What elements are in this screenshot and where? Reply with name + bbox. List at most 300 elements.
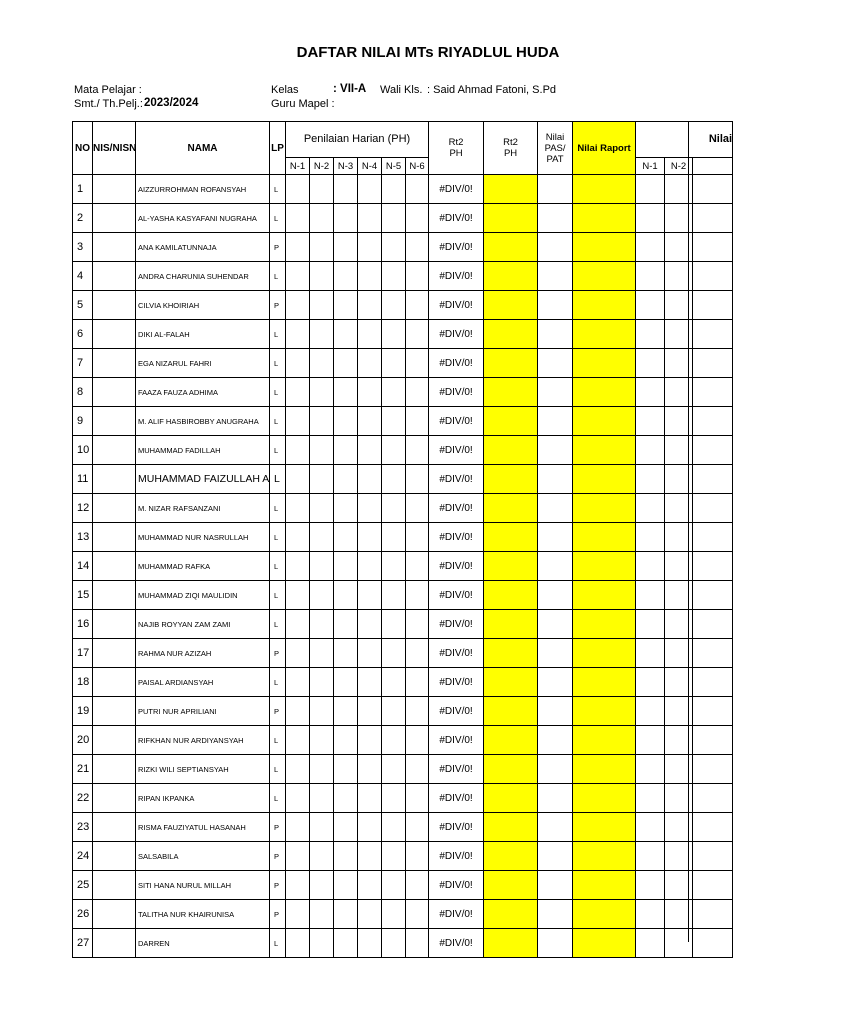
extra-cell[interactable] [693,581,733,610]
extra-n2-cell[interactable] [665,755,693,784]
nis-cell[interactable] [93,726,136,755]
gender-cell[interactable]: L [270,929,286,958]
ph-n3-cell[interactable] [334,233,358,262]
rt2-ph-cell[interactable]: #DIV/0! [429,204,484,233]
nilai-pas-cell[interactable] [538,552,573,581]
ph-n4-cell[interactable] [358,581,382,610]
nilai-pas-cell[interactable] [538,204,573,233]
student-no-cell[interactable]: 9 [73,407,93,436]
nilai-raport-cell[interactable] [573,291,636,320]
ph-n6-cell[interactable] [406,494,429,523]
rt2-ph-cell[interactable]: #DIV/0! [429,378,484,407]
ph-n2-cell[interactable] [310,494,334,523]
nilai-pas-cell[interactable] [538,349,573,378]
gender-cell[interactable]: P [270,639,286,668]
ph-n2-cell[interactable] [310,436,334,465]
rt2-ph-highlight-cell[interactable] [484,726,538,755]
student-no-cell[interactable]: 24 [73,842,93,871]
ph-n6-cell[interactable] [406,813,429,842]
extra-n1-cell[interactable] [636,204,665,233]
ph-n1-cell[interactable] [286,523,310,552]
ph-n1-cell[interactable] [286,668,310,697]
extra-cell[interactable] [693,784,733,813]
student-name-cell[interactable]: MUHAMMAD FADILLAH [136,436,270,465]
gender-cell[interactable]: L [270,378,286,407]
student-no-cell[interactable]: 21 [73,755,93,784]
ph-n2-cell[interactable] [310,610,334,639]
extra-n1-cell[interactable] [636,842,665,871]
ph-n5-cell[interactable] [382,871,406,900]
extra-cell[interactable] [693,320,733,349]
ph-n6-cell[interactable] [406,262,429,291]
student-name-cell[interactable]: RIFKHAN NUR ARDIYANSYAH [136,726,270,755]
extra-n2-cell[interactable] [665,204,693,233]
extra-cell[interactable] [693,668,733,697]
nilai-raport-cell[interactable] [573,349,636,378]
student-name-cell[interactable]: M. ALIF HASBIROBBY ANUGRAHA [136,407,270,436]
ph-n6-cell[interactable] [406,581,429,610]
student-no-cell[interactable]: 12 [73,494,93,523]
gender-cell[interactable]: L [270,494,286,523]
student-name-cell[interactable]: PAISAL ARDIANSYAH [136,668,270,697]
nis-cell[interactable] [93,581,136,610]
ph-n1-cell[interactable] [286,726,310,755]
extra-cell[interactable] [693,813,733,842]
student-no-cell[interactable]: 16 [73,610,93,639]
rt2-ph-cell[interactable]: #DIV/0! [429,233,484,262]
nis-cell[interactable] [93,871,136,900]
nilai-raport-cell[interactable] [573,378,636,407]
student-name-cell[interactable]: ANA KAMILATUNNAJA [136,233,270,262]
student-no-cell[interactable]: 17 [73,639,93,668]
rt2-ph-highlight-cell[interactable] [484,233,538,262]
ph-n2-cell[interactable] [310,349,334,378]
ph-n1-cell[interactable] [286,697,310,726]
extra-n1-cell[interactable] [636,871,665,900]
ph-n1-cell[interactable] [286,900,310,929]
ph-n1-cell[interactable] [286,378,310,407]
extra-n1-cell[interactable] [636,436,665,465]
ph-n2-cell[interactable] [310,929,334,958]
ph-n5-cell[interactable] [382,610,406,639]
ph-n6-cell[interactable] [406,291,429,320]
ph-n6-cell[interactable] [406,842,429,871]
ph-n3-cell[interactable] [334,697,358,726]
ph-n3-cell[interactable] [334,755,358,784]
nilai-pas-cell[interactable] [538,755,573,784]
student-no-cell[interactable]: 25 [73,871,93,900]
student-no-cell[interactable]: 22 [73,784,93,813]
extra-n2-cell[interactable] [665,610,693,639]
ph-n2-cell[interactable] [310,639,334,668]
ph-n1-cell[interactable] [286,204,310,233]
student-no-cell[interactable]: 13 [73,523,93,552]
rt2-ph-highlight-cell[interactable] [484,523,538,552]
ph-n1-cell[interactable] [286,552,310,581]
extra-cell[interactable] [693,291,733,320]
ph-n3-cell[interactable] [334,378,358,407]
ph-n4-cell[interactable] [358,523,382,552]
ph-n3-cell[interactable] [334,668,358,697]
ph-n5-cell[interactable] [382,291,406,320]
ph-n1-cell[interactable] [286,494,310,523]
extra-n1-cell[interactable] [636,262,665,291]
rt2-ph-cell[interactable]: #DIV/0! [429,523,484,552]
rt2-ph-highlight-cell[interactable] [484,813,538,842]
extra-n1-cell[interactable] [636,233,665,262]
ph-n5-cell[interactable] [382,262,406,291]
gender-cell[interactable]: P [270,233,286,262]
extra-n1-cell[interactable] [636,755,665,784]
ph-n3-cell[interactable] [334,465,358,494]
nilai-pas-cell[interactable] [538,726,573,755]
gender-cell[interactable]: L [270,784,286,813]
ph-n2-cell[interactable] [310,900,334,929]
ph-n3-cell[interactable] [334,407,358,436]
student-no-cell[interactable]: 15 [73,581,93,610]
student-name-cell[interactable]: RISMA FAUZIYATUL HASANAH [136,813,270,842]
ph-n3-cell[interactable] [334,262,358,291]
extra-cell[interactable] [693,204,733,233]
ph-n5-cell[interactable] [382,175,406,204]
student-name-cell[interactable]: DARREN [136,929,270,958]
ph-n5-cell[interactable] [382,755,406,784]
extra-n1-cell[interactable] [636,320,665,349]
ph-n1-cell[interactable] [286,639,310,668]
nilai-raport-cell[interactable] [573,871,636,900]
student-no-cell[interactable]: 20 [73,726,93,755]
nilai-raport-cell[interactable] [573,175,636,204]
extra-n2-cell[interactable] [665,320,693,349]
ph-n3-cell[interactable] [334,639,358,668]
rt2-ph-highlight-cell[interactable] [484,349,538,378]
ph-n4-cell[interactable] [358,436,382,465]
ph-n6-cell[interactable] [406,233,429,262]
ph-n6-cell[interactable] [406,407,429,436]
student-no-cell[interactable]: 27 [73,929,93,958]
ph-n2-cell[interactable] [310,697,334,726]
gender-cell[interactable]: P [270,871,286,900]
ph-n4-cell[interactable] [358,610,382,639]
nilai-pas-cell[interactable] [538,494,573,523]
extra-n2-cell[interactable] [665,900,693,929]
student-name-cell[interactable]: SALSABILA [136,842,270,871]
gender-cell[interactable]: P [270,291,286,320]
ph-n3-cell[interactable] [334,726,358,755]
ph-n3-cell[interactable] [334,291,358,320]
student-name-cell[interactable]: MUHAMMAD ZIQI MAULIDIN [136,581,270,610]
nis-cell[interactable] [93,378,136,407]
gender-cell[interactable]: L [270,610,286,639]
gender-cell[interactable]: P [270,813,286,842]
extra-n2-cell[interactable] [665,494,693,523]
ph-n4-cell[interactable] [358,233,382,262]
ph-n2-cell[interactable] [310,523,334,552]
extra-cell[interactable] [693,465,733,494]
ph-n6-cell[interactable] [406,204,429,233]
nis-cell[interactable] [93,436,136,465]
rt2-ph-highlight-cell[interactable] [484,697,538,726]
ph-n2-cell[interactable] [310,407,334,436]
gender-cell[interactable]: P [270,842,286,871]
ph-n5-cell[interactable] [382,349,406,378]
rt2-ph-cell[interactable]: #DIV/0! [429,494,484,523]
extra-n1-cell[interactable] [636,175,665,204]
ph-n4-cell[interactable] [358,871,382,900]
ph-n3-cell[interactable] [334,320,358,349]
extra-n1-cell[interactable] [636,465,665,494]
extra-cell[interactable] [693,552,733,581]
rt2-ph-cell[interactable]: #DIV/0! [429,784,484,813]
extra-n2-cell[interactable] [665,668,693,697]
rt2-ph-highlight-cell[interactable] [484,581,538,610]
extra-n1-cell[interactable] [636,668,665,697]
extra-n1-cell[interactable] [636,552,665,581]
ph-n5-cell[interactable] [382,494,406,523]
extra-cell[interactable] [693,378,733,407]
nilai-raport-cell[interactable] [573,813,636,842]
student-name-cell[interactable]: CILVIA KHOIRIAH [136,291,270,320]
student-name-cell[interactable]: AIZZURROHMAN ROFANSYAH [136,175,270,204]
extra-n1-cell[interactable] [636,407,665,436]
extra-cell[interactable] [693,407,733,436]
ph-n6-cell[interactable] [406,436,429,465]
ph-n3-cell[interactable] [334,349,358,378]
ph-n5-cell[interactable] [382,784,406,813]
student-name-cell[interactable]: PUTRI NUR APRILIANI [136,697,270,726]
nilai-pas-cell[interactable] [538,407,573,436]
nilai-raport-cell[interactable] [573,233,636,262]
extra-n1-cell[interactable] [636,610,665,639]
student-name-cell[interactable]: M. NIZAR RAFSANZANI [136,494,270,523]
extra-n2-cell[interactable] [665,175,693,204]
rt2-ph-highlight-cell[interactable] [484,407,538,436]
ph-n4-cell[interactable] [358,349,382,378]
student-name-cell[interactable]: NAJIB ROYYAN ZAM ZAMI [136,610,270,639]
student-no-cell[interactable]: 26 [73,900,93,929]
ph-n5-cell[interactable] [382,523,406,552]
gender-cell[interactable]: L [270,668,286,697]
nilai-raport-cell[interactable] [573,697,636,726]
extra-n2-cell[interactable] [665,784,693,813]
ph-n6-cell[interactable] [406,639,429,668]
ph-n3-cell[interactable] [334,175,358,204]
ph-n2-cell[interactable] [310,668,334,697]
extra-n2-cell[interactable] [665,726,693,755]
ph-n3-cell[interactable] [334,494,358,523]
nilai-pas-cell[interactable] [538,262,573,291]
student-no-cell[interactable]: 7 [73,349,93,378]
extra-cell[interactable] [693,639,733,668]
extra-cell[interactable] [693,900,733,929]
rt2-ph-cell[interactable]: #DIV/0! [429,552,484,581]
student-name-cell[interactable]: MUHAMMAD FAIZULLAH A [136,465,270,494]
student-name-cell[interactable]: MUHAMMAD RAFKA [136,552,270,581]
extra-n2-cell[interactable] [665,523,693,552]
nilai-raport-cell[interactable] [573,929,636,958]
rt2-ph-cell[interactable]: #DIV/0! [429,320,484,349]
nis-cell[interactable] [93,697,136,726]
extra-n2-cell[interactable] [665,407,693,436]
ph-n2-cell[interactable] [310,755,334,784]
student-name-cell[interactable]: SITI HANA NURUL MILLAH [136,871,270,900]
extra-n2-cell[interactable] [665,436,693,465]
rt2-ph-highlight-cell[interactable] [484,784,538,813]
ph-n1-cell[interactable] [286,175,310,204]
ph-n4-cell[interactable] [358,465,382,494]
extra-cell[interactable] [693,610,733,639]
ph-n6-cell[interactable] [406,523,429,552]
rt2-ph-cell[interactable]: #DIV/0! [429,407,484,436]
nilai-raport-cell[interactable] [573,639,636,668]
extra-cell[interactable] [693,697,733,726]
gender-cell[interactable]: L [270,552,286,581]
nis-cell[interactable] [93,610,136,639]
ph-n4-cell[interactable] [358,900,382,929]
rt2-ph-highlight-cell[interactable] [484,436,538,465]
extra-n1-cell[interactable] [636,494,665,523]
ph-n3-cell[interactable] [334,581,358,610]
student-name-cell[interactable]: RAHMA NUR AZIZAH [136,639,270,668]
nilai-pas-cell[interactable] [538,320,573,349]
ph-n3-cell[interactable] [334,784,358,813]
ph-n3-cell[interactable] [334,871,358,900]
extra-n2-cell[interactable] [665,929,693,958]
rt2-ph-cell[interactable]: #DIV/0! [429,697,484,726]
nis-cell[interactable] [93,552,136,581]
ph-n5-cell[interactable] [382,320,406,349]
ph-n1-cell[interactable] [286,784,310,813]
nilai-pas-cell[interactable] [538,900,573,929]
nilai-raport-cell[interactable] [573,610,636,639]
nilai-pas-cell[interactable] [538,233,573,262]
rt2-ph-cell[interactable]: #DIV/0! [429,175,484,204]
ph-n1-cell[interactable] [286,349,310,378]
rt2-ph-highlight-cell[interactable] [484,465,538,494]
ph-n6-cell[interactable] [406,871,429,900]
gender-cell[interactable]: L [270,204,286,233]
gender-cell[interactable]: L [270,436,286,465]
nilai-raport-cell[interactable] [573,204,636,233]
nis-cell[interactable] [93,842,136,871]
extra-n2-cell[interactable] [665,842,693,871]
extra-n2-cell[interactable] [665,581,693,610]
student-no-cell[interactable]: 4 [73,262,93,291]
rt2-ph-highlight-cell[interactable] [484,900,538,929]
ph-n5-cell[interactable] [382,204,406,233]
ph-n2-cell[interactable] [310,175,334,204]
extra-n1-cell[interactable] [636,581,665,610]
nilai-pas-cell[interactable] [538,523,573,552]
ph-n1-cell[interactable] [286,610,310,639]
nilai-pas-cell[interactable] [538,697,573,726]
nis-cell[interactable] [93,784,136,813]
ph-n5-cell[interactable] [382,552,406,581]
nis-cell[interactable] [93,494,136,523]
extra-cell[interactable] [693,842,733,871]
ph-n1-cell[interactable] [286,233,310,262]
ph-n3-cell[interactable] [334,813,358,842]
student-name-cell[interactable]: RIZKI WILI SEPTIANSYAH [136,755,270,784]
ph-n1-cell[interactable] [286,842,310,871]
ph-n3-cell[interactable] [334,204,358,233]
ph-n1-cell[interactable] [286,813,310,842]
nilai-raport-cell[interactable] [573,842,636,871]
ph-n3-cell[interactable] [334,436,358,465]
student-name-cell[interactable]: TALITHA NUR KHAIRUNISA [136,900,270,929]
nilai-raport-cell[interactable] [573,552,636,581]
ph-n4-cell[interactable] [358,668,382,697]
ph-n2-cell[interactable] [310,813,334,842]
ph-n4-cell[interactable] [358,929,382,958]
ph-n6-cell[interactable] [406,175,429,204]
nilai-pas-cell[interactable] [538,581,573,610]
ph-n4-cell[interactable] [358,813,382,842]
ph-n6-cell[interactable] [406,900,429,929]
ph-n1-cell[interactable] [286,320,310,349]
nilai-raport-cell[interactable] [573,407,636,436]
gender-cell[interactable]: L [270,465,286,494]
extra-cell[interactable] [693,233,733,262]
nilai-raport-cell[interactable] [573,900,636,929]
extra-n2-cell[interactable] [665,233,693,262]
rt2-ph-cell[interactable]: #DIV/0! [429,610,484,639]
nis-cell[interactable] [93,523,136,552]
student-name-cell[interactable]: AL-YASHA KASYAFANI NUGRAHA [136,204,270,233]
nis-cell[interactable] [93,465,136,494]
rt2-ph-cell[interactable]: #DIV/0! [429,465,484,494]
student-no-cell[interactable]: 23 [73,813,93,842]
ph-n5-cell[interactable] [382,697,406,726]
extra-n2-cell[interactable] [665,813,693,842]
nis-cell[interactable] [93,204,136,233]
ph-n4-cell[interactable] [358,291,382,320]
nis-cell[interactable] [93,929,136,958]
extra-n1-cell[interactable] [636,523,665,552]
ph-n5-cell[interactable] [382,407,406,436]
extra-n2-cell[interactable] [665,552,693,581]
nilai-raport-cell[interactable] [573,465,636,494]
student-no-cell[interactable]: 19 [73,697,93,726]
student-name-cell[interactable]: EGA NIZARUL FAHRI [136,349,270,378]
ph-n1-cell[interactable] [286,755,310,784]
ph-n6-cell[interactable] [406,465,429,494]
nilai-pas-cell[interactable] [538,813,573,842]
student-no-cell[interactable]: 18 [73,668,93,697]
nilai-pas-cell[interactable] [538,378,573,407]
ph-n2-cell[interactable] [310,262,334,291]
extra-cell[interactable] [693,871,733,900]
ph-n6-cell[interactable] [406,726,429,755]
ph-n5-cell[interactable] [382,813,406,842]
ph-n5-cell[interactable] [382,378,406,407]
extra-cell[interactable] [693,436,733,465]
rt2-ph-cell[interactable]: #DIV/0! [429,262,484,291]
ph-n2-cell[interactable] [310,581,334,610]
gender-cell[interactable]: L [270,726,286,755]
nilai-raport-cell[interactable] [573,320,636,349]
ph-n1-cell[interactable] [286,291,310,320]
extra-n2-cell[interactable] [665,697,693,726]
gender-cell[interactable]: L [270,320,286,349]
rt2-ph-highlight-cell[interactable] [484,639,538,668]
gender-cell[interactable]: L [270,523,286,552]
ph-n4-cell[interactable] [358,842,382,871]
extra-cell[interactable] [693,929,733,958]
rt2-ph-cell[interactable]: #DIV/0! [429,871,484,900]
nis-cell[interactable] [93,291,136,320]
ph-n1-cell[interactable] [286,871,310,900]
